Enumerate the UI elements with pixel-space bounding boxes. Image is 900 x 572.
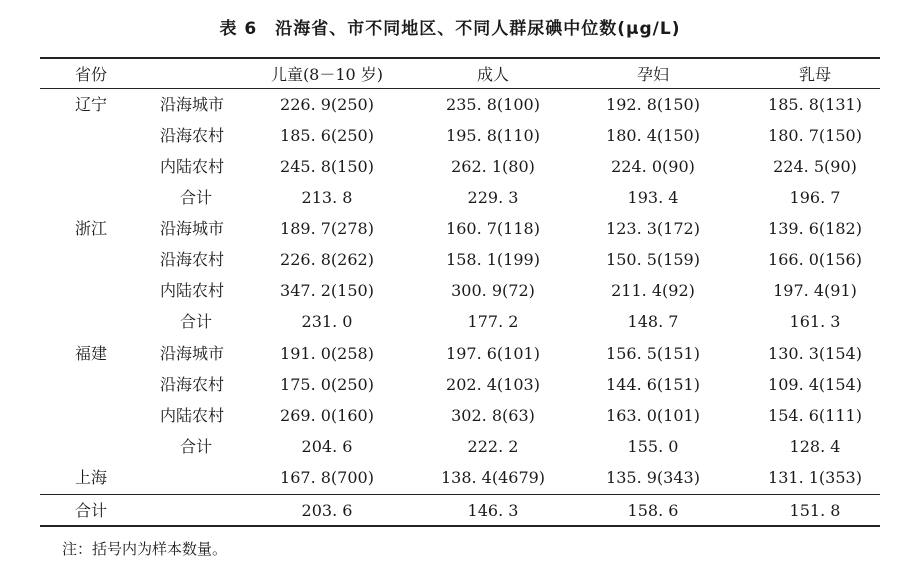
value-cell: 197. 4(91) [773,281,857,300]
value-cell: 213. 8 [301,188,353,207]
value-cell: 245. 8(150) [280,157,374,176]
value-cell: 224. 0(90) [611,157,695,176]
value-cell: 197. 6(101) [446,344,540,363]
grand-total-label: 合计 [75,501,108,520]
area-cell: 沿海农村 [160,250,225,269]
header-adults: 成人 [476,65,509,84]
table-row [40,213,880,244]
table-row [40,275,880,306]
value-cell: 189. 7(278) [280,219,374,238]
value-cell: 156. 5(151) [606,344,700,363]
value-cell: 185. 6(250) [280,126,374,145]
value-cell: 109. 4(154) [768,375,862,394]
value-cell: 195. 8(110) [446,126,540,145]
table-row [40,306,880,337]
value-cell: 175. 0(250) [280,375,374,394]
value-cell: 144. 6(151) [606,375,700,394]
value-cell: 192. 8(150) [606,95,700,114]
table-row [40,431,880,462]
province-cell: 辽宁 [75,95,108,114]
area-cell: 内陆农村 [160,281,225,300]
value-cell: 163. 0(101) [606,406,700,425]
table-row [40,89,880,120]
value-cell: 185. 8(131) [768,95,862,114]
table-note: 注：括号内为样本数量。 [62,540,228,558]
value-cell: 262. 1(80) [451,157,535,176]
area-cell: 内陆农村 [160,157,225,176]
value-cell: 202. 4(103) [446,375,540,394]
value-cell: 128. 4 [789,437,841,456]
value-cell: 155. 0 [627,437,679,456]
table-row [40,369,880,400]
table-row [40,338,880,369]
value-cell: 231. 0 [301,312,353,331]
value-cell: 204. 6 [301,437,353,456]
subtotal-label: 合计 [180,312,213,331]
table-row [40,120,880,151]
value-cell: 226. 9(250) [280,95,374,114]
value-cell: 123. 3(172) [606,219,700,238]
value-cell: 191. 0(258) [280,344,374,363]
value-cell: 135. 9(343) [606,468,700,487]
area-cell: 沿海城市 [160,344,225,363]
header-pregnant: 孕妇 [636,65,669,84]
value-cell: 302. 8(63) [451,406,535,425]
area-cell: 沿海农村 [160,375,225,394]
value-cell: 269. 0(160) [280,406,374,425]
area-cell: 沿海农村 [160,126,225,145]
value-cell: 154. 6(111) [768,406,862,425]
value-cell: 139. 6(182) [768,219,862,238]
table-row [40,151,880,182]
province-cell: 浙江 [75,219,108,238]
value-cell: 222. 2 [467,437,519,456]
area-cell: 沿海城市 [160,219,225,238]
header-province: 省份 [75,65,108,84]
value-cell: 148. 7 [627,312,679,331]
province-cell: 福建 [75,344,108,363]
value-cell: 300. 9(72) [451,281,535,300]
table-row [40,244,880,275]
value-cell: 180. 4(150) [606,126,700,145]
header-row [40,59,880,90]
value-cell: 193. 4 [627,188,679,207]
header-children: 儿童(8－10 岁) [270,65,384,84]
value-cell: 226. 8(262) [280,250,374,269]
area-cell: 沿海城市 [160,95,225,114]
value-cell: 146. 3 [467,501,519,520]
value-cell: 160. 7(118) [446,219,540,238]
value-cell: 161. 3 [789,312,841,331]
table-title: 表 6 沿海省、市不同地区、不同人群尿碘中位数(μg/L) [219,19,681,39]
value-cell: 158. 6 [627,501,679,520]
value-cell: 211. 4(92) [611,281,695,300]
value-cell: 131. 1(353) [768,468,862,487]
grand-total-row [40,495,880,526]
value-cell: 130. 3(154) [768,344,862,363]
area-cell: 内陆农村 [160,406,225,425]
value-cell: 235. 8(100) [446,95,540,114]
value-cell: 167. 8(700) [280,468,374,487]
value-cell: 180. 7(150) [768,126,862,145]
value-cell: 166. 0(156) [768,250,862,269]
value-cell: 150. 5(159) [606,250,700,269]
value-cell: 229. 3 [467,188,519,207]
value-cell: 151. 8 [789,501,841,520]
province-cell: 上海 [75,468,108,487]
table-row [40,462,880,493]
value-cell: 138. 4(4679) [440,468,546,487]
value-cell: 203. 6 [301,501,353,520]
value-cell: 196. 7 [789,188,841,207]
value-cell: 158. 1(199) [446,250,540,269]
subtotal-label: 合计 [180,188,213,207]
table-row [40,182,880,213]
subtotal-label: 合计 [180,437,213,456]
value-cell: 177. 2 [467,312,519,331]
header-lactating: 乳母 [798,65,831,84]
value-cell: 347. 2(150) [280,281,374,300]
value-cell: 224. 5(90) [773,157,857,176]
table-row [40,400,880,431]
